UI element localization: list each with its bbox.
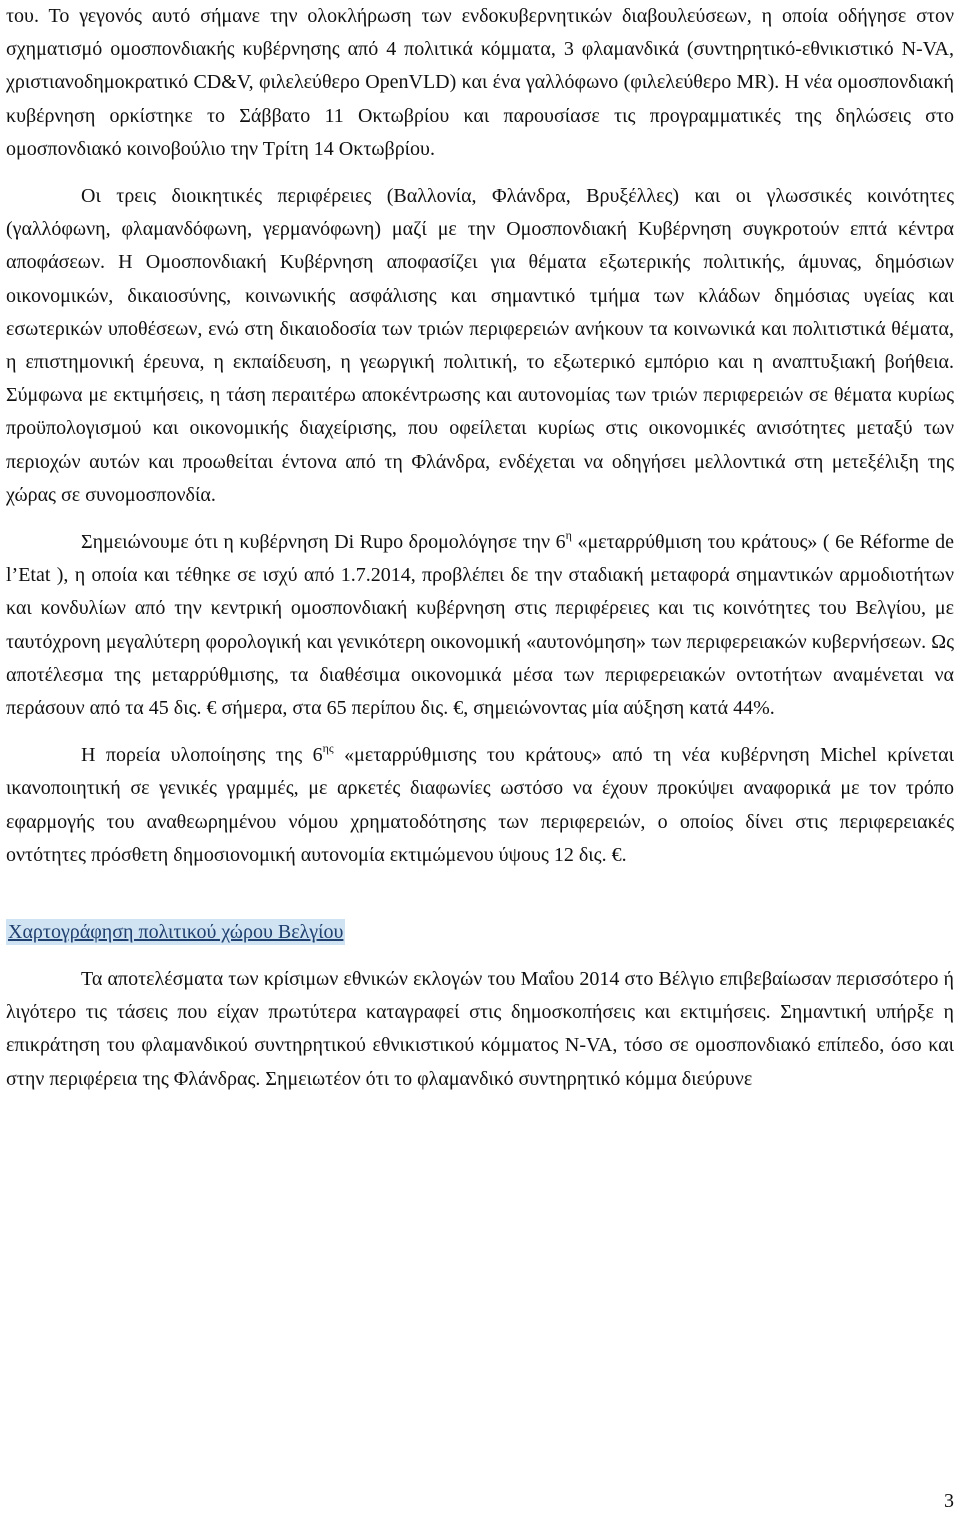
section-heading-block [6,916,954,949]
state-reform-text-rest: «μεταρρύθμιση του κράτους» ( 6e Réforme de l’Etat ), η οποία και τέθηκε σε ισχύ από 1.7.2014, προβλέπει δε την σταδιακή μεταφορά σημαντικών αρμοδιοτήτων και κονδυλίων από την κεντρική ομοσπονδιακή κυβέρνηση στις περιφέρειες και τις κοινότητες του Βελγίου, με ταυτόχρονη μεγαλύτερη φορολογική και γενικότερη οικονομική «αυτονόμηση» των περιφερειακών κυβερνήσεων. Ως αποτέλεσμα της μεταρρύθμισης, τα διαθέσιμα οικονομικά μέσα των περιφερειακών οντοτήτων αναμένεται να περάσουν από τα 45 δις. € σήμερα, στα 65 περίπου δις. €, σημειώνοντας μία αύξηση κατά 44%. [6,531,954,720]
ordinal-superscript: η [565,528,572,543]
section-heading: Χαρτογράφηση πολιτικού χώρου Βελγίου [8,921,344,944]
paragraph-spacer [6,949,954,963]
paragraph-reform-implementation [6,739,954,872]
implementation-text-start: Η πορεία υλοποίησης της 6 [81,744,323,767]
page-number: 3 [944,1490,954,1512]
paragraph-government-formation: του. Το γεγονός αυτό σήμανε την ολοκλήρωση των ενδοκυβερνητικών διαβουλεύσεων, η οποία οδήγησε στον σχηματισμό ομοσπονδιακής κυβέρνησης από 4 πολιτικά κόμματα, 3 φλαμανδικά (συντηρητικό-εθνικιστικό N-VA, χριστιανοδημοκρατικό CD&V, φιλελεύθερο OpenVLD) και ένα γαλλόφωνο (φιλελεύθερο MR). Η νέα ομοσπονδιακή κυβέρνηση ορκίστηκε το Σάββατο 11 Οκτωβρίου και παρουσίασε τις προγραμματικές της δηλώσεις στο ομοσπονδιακό κοινοβούλιο την Τρίτη 14 Οκτωβρίου. [6,5,954,160]
section-spacer [6,872,954,916]
paragraph-spacer [6,725,954,739]
paragraph-spacer [6,512,954,526]
document-page [6,0,954,1096]
paragraph-state-reform [6,526,954,725]
ordinal-superscript: ης [322,741,334,756]
paragraph-election-results: Τα αποτελέσματα των κρίσιμων εθνικών εκλογών του Μαΐου 2014 στο Βέλγιο επιβεβαίωσαν περισσότερο ή λιγότερο τις τάσεις που είχαν πρωτύτερα καταγραφεί στις δημοσκοπήσεις και εκτιμήσεις. Σημαντική υπήρξε η επικράτηση του φλαμανδικού συντηρητικού εθνικιστικού κόμματος N-VA, τόσο σε ομοσπονδιακό επίπεδο, όσο και στην περιφέρεια της Φλάνδρας. Σημειωτέον ότι το φλαμανδικό συντηρητικό κόμμα διεύρυνε [6,968,954,1090]
paragraph-spacer [6,166,954,180]
state-reform-text-start: Σημειώνουμε ότι η κυβέρνηση Di Rupo δρομολόγησε την 6 [81,531,566,554]
paragraph-decision-centres: Οι τρεις διοικητικές περιφέρειες (Βαλλονία, Φλάνδρα, Βρυξέλλες) και οι γλωσσικές κοινότητες (γαλλόφωνη, φλαμανδόφωνη, γερμανόφωνη) μαζί με την Ομοσπονδιακή Κυβέρνηση συγκροτούν επτά κέντρα αποφάσεων. Η Ομοσπονδιακή Κυβέρνηση αποφασίζει για θέματα εξωτερικής πολιτικής, άμυνας, δημόσιων οικονομικών, δικαιοσύνης, κοινωνικής ασφάλισης και σημαντικό τμήμα των κλάδων δημόσιας υγείας και εσωτερικών υποθέσεων, ενώ στη δικαιοδοσία των τριών περιφερειών ανήκουν τα κοινωνικά και πολιτιστικά θέματα, η επιστημονική έρευνα, η εκπαίδευση, η γεωργική πολιτική, το εξωτερικό εμπόριο και η αναπτυξιακή βοήθεια. Σύμφωνα με εκτιμήσεις, η τάση περαιτέρω αποκέντρωσης και αυτονομίας των τριών περιφερειών σε θέματα κυρίως προϋπολογισμού και οικονομικής διαχείρισης, που οφείλεται κυρίως στις οικονομικές ανισότητες μεταξύ των περιοχών αυτών και προωθείται έντονα από τη Φλάνδρα, ενδέχεται να οδηγήσει μελλοντικά στη μετεξέλιξη της χώρας σε συνομοσπονδία. [6,185,954,506]
implementation-text-rest: «μεταρρύθμισης του κράτους» από τη νέα κυβέρνηση Michel κρίνεται ικανοποιητική σε γενικές γραμμές, με αρκετές διαφωνίες ωστόσο να έχουν προκύψει αναφορικά με τον τρόπο εφαρμογής του αναθεωρημένου νόμου χρηματοδότησης των περιφερειών, ο οποίος δίνει στις περιφερειακές οντότητες πρόσθετη δημοσιονομική αυτονομία εκτιμώμενου ύψους 12 δις. €. [6,744,954,866]
